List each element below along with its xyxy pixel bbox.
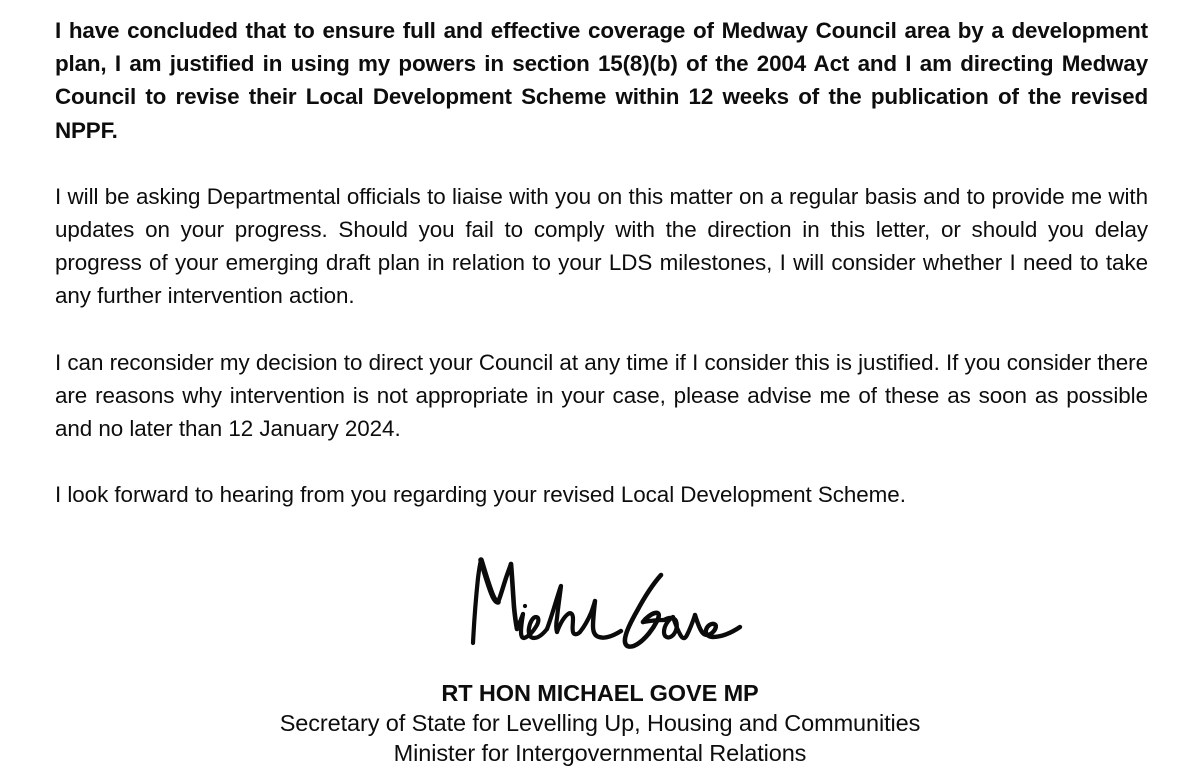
letter-body — [55, 14, 1148, 511]
paragraph-monitoring: I will be asking Departmental officials to liaise with you on this matter on a regular basis and to provide me with updates on your progress. Should you fail to comply with the direction in this letter, or should you delay progress of your emerging draft plan in relation to your LDS milestones, I will consider whether I need to take any further intervention action. — [55, 183, 1148, 309]
signatory-role-line-1: Secretary of State for Levelling Up, Housing and Communities — [279, 710, 921, 737]
signatory-role-line-2: Minister for Intergovernmental Relations — [393, 740, 807, 767]
paragraph-closing: I look forward to hearing from you regarding your revised Local Development Scheme. — [55, 482, 906, 508]
paragraph-reconsideration: I can reconsider my decision to direct your Council at any time if I consider this is justified. If you consider there are reasons why intervention is not appropriate in your case, please advise me of these as soon as possible and no later than 12 January 2024. — [55, 349, 1148, 442]
handwritten-signature-icon — [465, 551, 755, 656]
signatory-name: RT HON MICHAEL GOVE MP — [441, 680, 759, 707]
paragraph-directive: I have concluded that to ensure full and effective coverage of Medway Council area by a development plan, I am justified in using my powers in section 15(8)(b) of the 2004 Act and I am directing Medway Council to revise their Local Development Scheme within 12 weeks of the publication of the revised NPPF. — [55, 18, 1148, 143]
signature-block — [55, 551, 1148, 671]
signoff-block — [55, 679, 1148, 768]
